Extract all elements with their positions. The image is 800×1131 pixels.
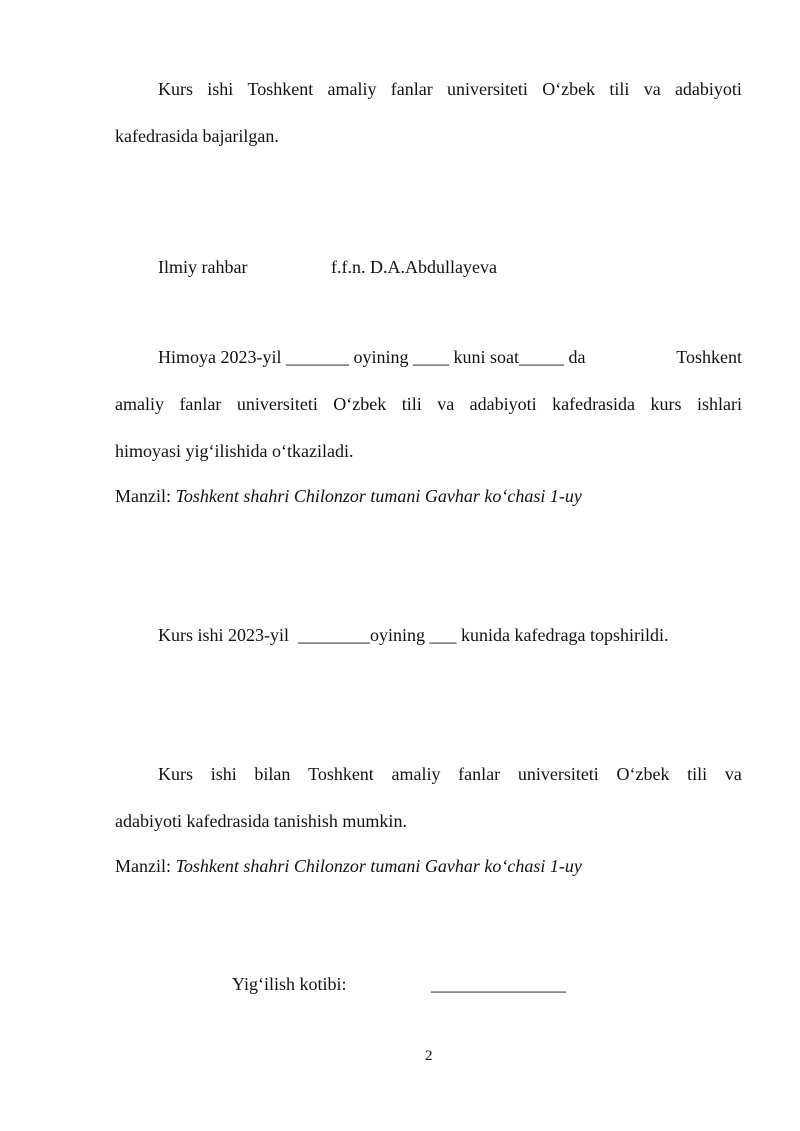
- familiarize-line-1: [158, 763, 742, 785]
- paragraph-1-word: amaliy: [327, 79, 377, 99]
- familiarize-line-1-word: va: [724, 764, 742, 784]
- defense-line-2-word: universiteti: [236, 394, 318, 414]
- familiarize-line-2: adabiyoti kafedrasida tanishish mumkin.: [115, 811, 407, 831]
- address-2: [115, 855, 582, 877]
- defense-line-2-word: ishlari: [696, 394, 742, 414]
- familiarize-line-1-word: tili: [687, 764, 708, 784]
- defense-line-1: [158, 346, 742, 368]
- defense-line-1-end: Toshkent: [676, 347, 742, 367]
- paragraph-1-line-1: [158, 78, 742, 100]
- supervisor-label: Ilmiy rahbar: [158, 257, 248, 277]
- paragraph-1-word: va: [643, 79, 661, 99]
- page-number: 2: [425, 1048, 433, 1064]
- defense-line-2-word: kafedrasida: [552, 394, 636, 414]
- address-2-label: Manzil:: [115, 856, 171, 876]
- address-2-value: Toshkent shahri Chilonzor tumani Gavhar ko‘chasi 1-uy: [175, 856, 582, 876]
- paragraph-1-line-2: kafedrasida bajarilgan.: [115, 126, 279, 146]
- defense-line-2-word: adabiyoti: [469, 394, 537, 414]
- defense-line-2-word: tili: [401, 394, 422, 414]
- paragraph-1-word: universiteti: [446, 79, 528, 99]
- paragraph-1-word: tili: [609, 79, 630, 99]
- paragraph-1-word: Kurs: [158, 79, 193, 99]
- familiarize-line-1-word: O‘zbek: [616, 764, 670, 784]
- paragraph-1-word: Toshkent: [247, 79, 314, 99]
- secretary-signature-blank: _______________: [431, 974, 566, 994]
- defense-line-2-word: va: [437, 394, 455, 414]
- address-1-value: Toshkent shahri Chilonzor tumani Gavhar ko‘chasi 1-uy: [175, 486, 582, 506]
- familiarize-line-1-word: universiteti: [517, 764, 599, 784]
- familiarize-line-1-word: amaliy: [391, 764, 441, 784]
- paragraph-1-word: adabiyoti: [674, 79, 742, 99]
- paragraph-1-word: O‘zbek: [542, 79, 596, 99]
- familiarize-line-1-word: bilan: [254, 764, 291, 784]
- paragraph-1-word: ishi: [207, 79, 234, 99]
- familiarize-line-1-word: fanlar: [458, 764, 501, 784]
- familiarize-line-1-word: ishi: [210, 764, 237, 784]
- submission-line: Kurs ishi 2023-yil ________oyining ___ kunida kafedraga topshirildi.: [158, 625, 669, 645]
- familiarize-line-1-word: Toshkent: [308, 764, 374, 784]
- paragraph-1-word: fanlar: [390, 79, 433, 99]
- defense-line-2-word: amaliy: [115, 394, 164, 414]
- secretary-label: Yig‘ilish kotibi:: [232, 974, 347, 994]
- defense-line-2-word: O‘zbek: [333, 394, 387, 414]
- supervisor-name: f.f.n. D.A.Abdullayeva: [331, 257, 497, 277]
- defense-line-2-word: fanlar: [179, 394, 222, 414]
- defense-line-2: [115, 393, 742, 415]
- familiarize-line-1-word: Kurs: [158, 764, 193, 784]
- defense-line-2-word: kurs: [650, 394, 682, 414]
- address-1-label: Manzil:: [115, 486, 171, 506]
- defense-line-1-text: Himoya 2023-yil _______ oyining ____ kuni soat_____ da: [158, 347, 586, 367]
- defense-line-3: himoyasi yig‘ilishida o‘tkaziladi.: [115, 441, 354, 461]
- address-1: [115, 485, 582, 507]
